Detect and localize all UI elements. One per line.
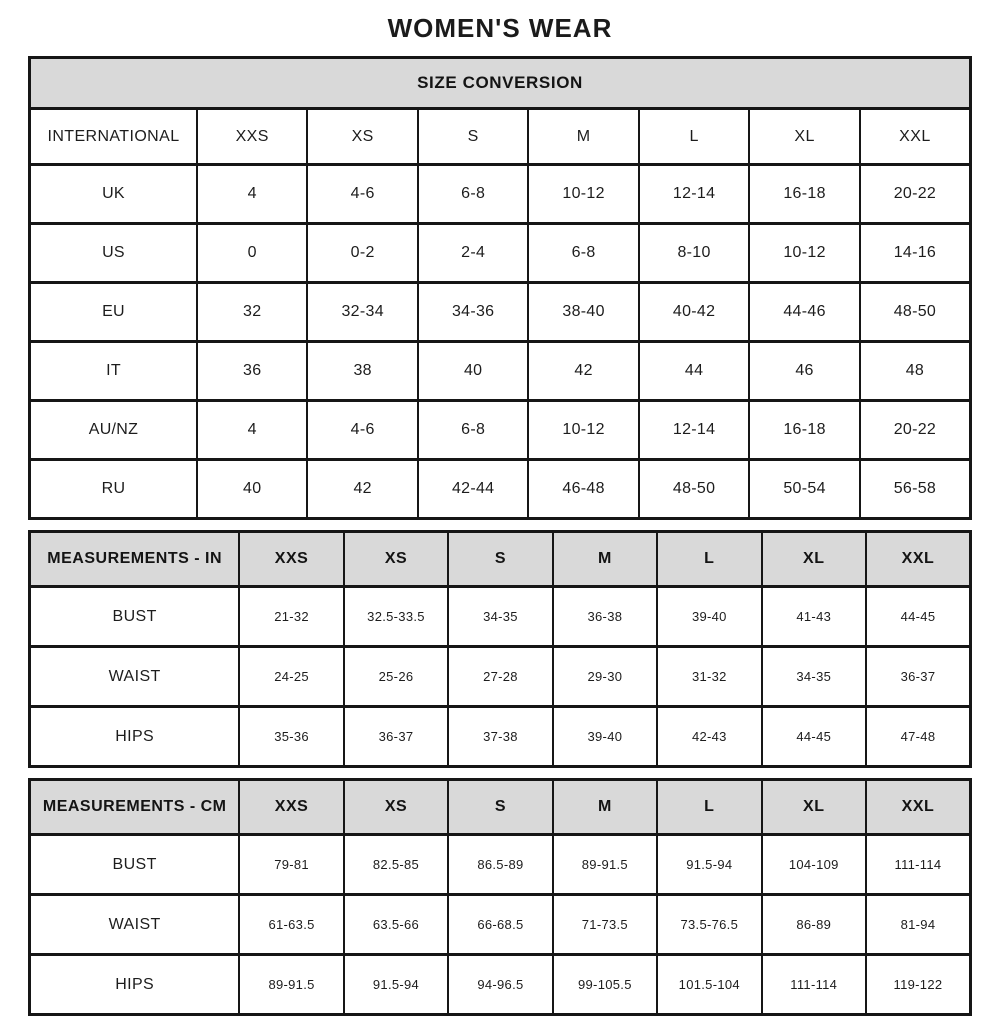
table-cell: 42-44 xyxy=(418,460,528,519)
size-conversion-title: SIZE CONVERSION xyxy=(30,58,971,109)
table-cell: 46 xyxy=(749,342,859,401)
table-cell: 40 xyxy=(197,460,307,519)
row-label: US xyxy=(30,224,197,283)
column-header-row xyxy=(30,109,971,165)
row-label: WAIST xyxy=(30,647,240,707)
column-header-xl: XL xyxy=(762,532,866,587)
table-title-row xyxy=(30,58,971,109)
table-cell: 86.5-89 xyxy=(448,835,552,895)
table-cell: 36-37 xyxy=(866,647,971,707)
size-conversion-table xyxy=(28,56,972,520)
table-row-it xyxy=(30,342,971,401)
table-cell: 40-42 xyxy=(639,283,749,342)
table-cell: 44-46 xyxy=(749,283,859,342)
table-cell: 71-73.5 xyxy=(553,895,657,955)
column-header-row xyxy=(30,532,971,587)
table-cell: 25-26 xyxy=(344,647,448,707)
table-cell: 48-50 xyxy=(860,283,971,342)
table-cell: 38-40 xyxy=(528,283,638,342)
column-header-xxs: XXS xyxy=(239,780,343,835)
column-header-xl: XL xyxy=(749,109,859,165)
table-cell: 46-48 xyxy=(528,460,638,519)
table-cell: 10-12 xyxy=(528,401,638,460)
table-cell: 44-45 xyxy=(866,587,971,647)
row-label: HIPS xyxy=(30,955,240,1015)
column-header-l: L xyxy=(639,109,749,165)
column-header-xxl: XXL xyxy=(866,780,971,835)
table-cell: 73.5-76.5 xyxy=(657,895,761,955)
table-cell: 4-6 xyxy=(307,401,417,460)
table-cell: 39-40 xyxy=(553,707,657,767)
table-cell: 12-14 xyxy=(639,401,749,460)
table-cell: 42 xyxy=(307,460,417,519)
table-row-hips xyxy=(30,707,971,767)
table-cell: 6-8 xyxy=(418,165,528,224)
table-cell: 89-91.5 xyxy=(239,955,343,1015)
column-header-m: M xyxy=(553,532,657,587)
table-cell: 86-89 xyxy=(762,895,866,955)
table-cell: 32.5-33.5 xyxy=(344,587,448,647)
table-cell: 4-6 xyxy=(307,165,417,224)
table-cell: 0 xyxy=(197,224,307,283)
table-row-bust xyxy=(30,587,971,647)
table-cell: 6-8 xyxy=(418,401,528,460)
table-cell: 34-35 xyxy=(762,647,866,707)
table-cell: 119-122 xyxy=(866,955,971,1015)
table-cell: 36-38 xyxy=(553,587,657,647)
row-label: AU/NZ xyxy=(30,401,197,460)
column-header-xxl: XXL xyxy=(860,109,971,165)
column-header-xxl: XXL xyxy=(866,532,971,587)
table-cell: 2-4 xyxy=(418,224,528,283)
measurements-cm-title: MEASUREMENTS - CM xyxy=(30,780,240,835)
column-header-s: S xyxy=(448,780,552,835)
row-label: BUST xyxy=(30,587,240,647)
table-row-us xyxy=(30,224,971,283)
column-header-xxs: XXS xyxy=(197,109,307,165)
table-row-ru xyxy=(30,460,971,519)
table-cell: 48-50 xyxy=(639,460,749,519)
table-cell: 50-54 xyxy=(749,460,859,519)
table-cell: 42-43 xyxy=(657,707,761,767)
table-row-waist xyxy=(30,647,971,707)
column-header-l: L xyxy=(657,780,761,835)
table-cell: 27-28 xyxy=(448,647,552,707)
table-cell: 111-114 xyxy=(866,835,971,895)
table-cell: 79-81 xyxy=(239,835,343,895)
table-cell: 40 xyxy=(418,342,528,401)
table-cell: 47-48 xyxy=(866,707,971,767)
table-cell: 29-30 xyxy=(553,647,657,707)
measurements-cm-table xyxy=(28,778,972,1016)
table-cell: 12-14 xyxy=(639,165,749,224)
table-cell: 91.5-94 xyxy=(344,955,448,1015)
table-cell: 94-96.5 xyxy=(448,955,552,1015)
table-cell: 21-32 xyxy=(239,587,343,647)
table-row-eu xyxy=(30,283,971,342)
column-header-s: S xyxy=(448,532,552,587)
table-cell: 56-58 xyxy=(860,460,971,519)
table-cell: 32 xyxy=(197,283,307,342)
column-header-xs: XS xyxy=(307,109,417,165)
table-cell: 4 xyxy=(197,165,307,224)
table-cell: 99-105.5 xyxy=(553,955,657,1015)
table-cell: 101.5-104 xyxy=(657,955,761,1015)
row-label: RU xyxy=(30,460,197,519)
table-cell: 63.5-66 xyxy=(344,895,448,955)
column-header-xs: XS xyxy=(344,780,448,835)
column-header-international: INTERNATIONAL xyxy=(30,109,197,165)
table-cell: 34-35 xyxy=(448,587,552,647)
table-cell: 81-94 xyxy=(866,895,971,955)
table-cell: 8-10 xyxy=(639,224,749,283)
table-cell: 82.5-85 xyxy=(344,835,448,895)
row-label: IT xyxy=(30,342,197,401)
table-cell: 16-18 xyxy=(749,401,859,460)
table-cell: 37-38 xyxy=(448,707,552,767)
table-cell: 24-25 xyxy=(239,647,343,707)
column-header-s: S xyxy=(418,109,528,165)
row-label: UK xyxy=(30,165,197,224)
table-cell: 66-68.5 xyxy=(448,895,552,955)
table-row-uk xyxy=(30,165,971,224)
table-cell: 20-22 xyxy=(860,401,971,460)
table-cell: 16-18 xyxy=(749,165,859,224)
table-cell: 31-32 xyxy=(657,647,761,707)
table-row-hips xyxy=(30,955,971,1015)
table-cell: 36 xyxy=(197,342,307,401)
table-cell: 39-40 xyxy=(657,587,761,647)
column-header-l: L xyxy=(657,532,761,587)
table-cell: 89-91.5 xyxy=(553,835,657,895)
table-cell: 10-12 xyxy=(749,224,859,283)
column-header-xl: XL xyxy=(762,780,866,835)
table-cell: 10-12 xyxy=(528,165,638,224)
column-header-m: M xyxy=(553,780,657,835)
column-header-xs: XS xyxy=(344,532,448,587)
page-title: WOMEN'S WEAR xyxy=(387,13,613,43)
table-cell: 0-2 xyxy=(307,224,417,283)
table-cell: 44 xyxy=(639,342,749,401)
table-cell: 91.5-94 xyxy=(657,835,761,895)
table-cell: 14-16 xyxy=(860,224,971,283)
row-label: BUST xyxy=(30,835,240,895)
table-row-bust xyxy=(30,835,971,895)
column-header-m: M xyxy=(528,109,638,165)
table-cell: 42 xyxy=(528,342,638,401)
measurements-in-title: MEASUREMENTS - IN xyxy=(30,532,240,587)
row-label: HIPS xyxy=(30,707,240,767)
column-header-xxs: XXS xyxy=(239,532,343,587)
table-cell: 111-114 xyxy=(762,955,866,1015)
table-row-waist xyxy=(30,895,971,955)
measurements-in-table xyxy=(28,530,972,768)
table-cell: 36-37 xyxy=(344,707,448,767)
table-cell: 4 xyxy=(197,401,307,460)
table-cell: 41-43 xyxy=(762,587,866,647)
table-cell: 34-36 xyxy=(418,283,528,342)
table-cell: 32-34 xyxy=(307,283,417,342)
table-cell: 61-63.5 xyxy=(239,895,343,955)
table-cell: 48 xyxy=(860,342,971,401)
table-cell: 44-45 xyxy=(762,707,866,767)
table-row-aunz xyxy=(30,401,971,460)
column-header-row xyxy=(30,780,971,835)
table-cell: 104-109 xyxy=(762,835,866,895)
table-cell: 6-8 xyxy=(528,224,638,283)
row-label: EU xyxy=(30,283,197,342)
table-cell: 35-36 xyxy=(239,707,343,767)
row-label: WAIST xyxy=(30,895,240,955)
table-cell: 20-22 xyxy=(860,165,971,224)
table-cell: 38 xyxy=(307,342,417,401)
